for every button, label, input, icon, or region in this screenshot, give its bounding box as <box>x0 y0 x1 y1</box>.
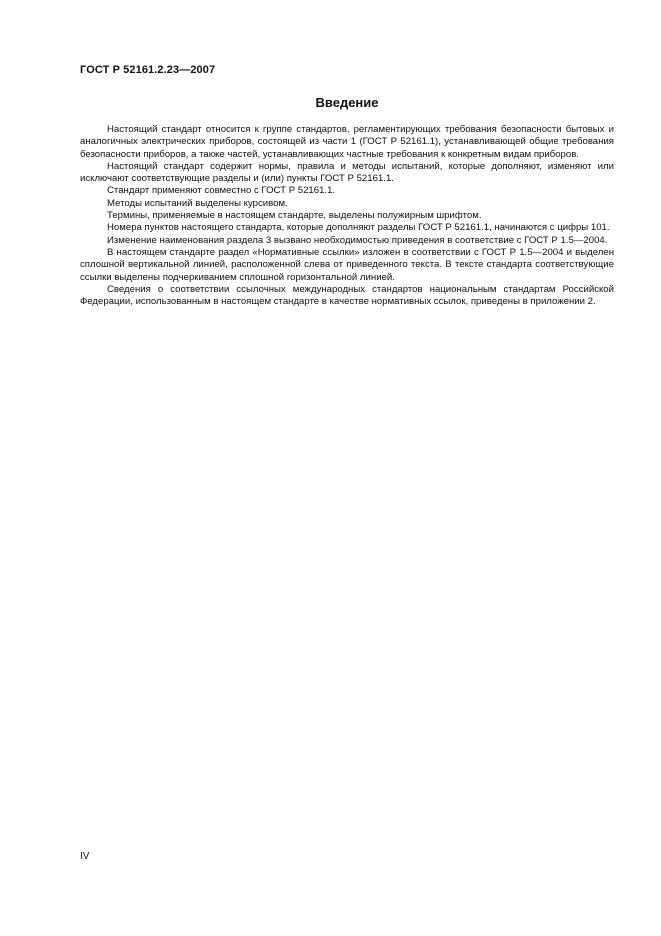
introduction-body <box>80 124 614 308</box>
paragraph-7: Изменение наименования раздела 3 вызвано необходимостью приведения в соответствие с ГОСТ Р 1.5—2004. <box>107 234 608 246</box>
paragraph-9: Сведения о соответствии ссылочных международных стандартов национальным стандартам Российской Федерации, использованным в настоящем стандарте в качестве нормативных ссылок, приведены в приложении 2. <box>80 283 614 308</box>
paragraph-6: Номера пунктов настоящего стандарта, которые дополняют разделы ГОСТ Р 52161.1, начинаются с цифры 101. <box>107 222 610 234</box>
paragraph-1: Настоящий стандарт относится к группе стандартов, регламентирующих требования безопасности бытовых и аналогичных электрических приборов, состоящей из части 1 (ГОСТ Р 52161.1), устанавливающей общие требования безопасности приборов, а также частей, устанавливающих частные требования к конкретным видам приборов. <box>80 124 614 160</box>
page-number: IV <box>80 851 90 862</box>
document-code: ГОСТ Р 52161.2.23—2007 <box>80 64 216 76</box>
paragraph-3: Стандарт применяют совместно с ГОСТ Р 52161.1. <box>107 185 336 197</box>
paragraph-5: Термины, применяемые в настоящем стандарте, выделены полужирным шрифтом. <box>107 210 482 222</box>
section-title: Введение <box>315 95 379 110</box>
paragraph-8: В настоящем стандарте раздел «Нормативные ссылки» изложен в соответствии с ГОСТ Р 1.5—2004 и выделен сплошной вертикальной линией, расположенной слева от приведенного текста. В тексте стандарта соответствующие ссылки выделены подчеркиванием сплошной горизонтальной линией. <box>80 246 614 283</box>
paragraph-4: Методы испытаний выделены курсивом. <box>107 197 288 209</box>
paragraph-2: Настоящий стандарт содержит нормы, правила и методы испытаний, которые дополняют, изменяют или исключают соответствующие разделы и (или) пункты ГОСТ Р 52161.1. <box>80 160 614 185</box>
